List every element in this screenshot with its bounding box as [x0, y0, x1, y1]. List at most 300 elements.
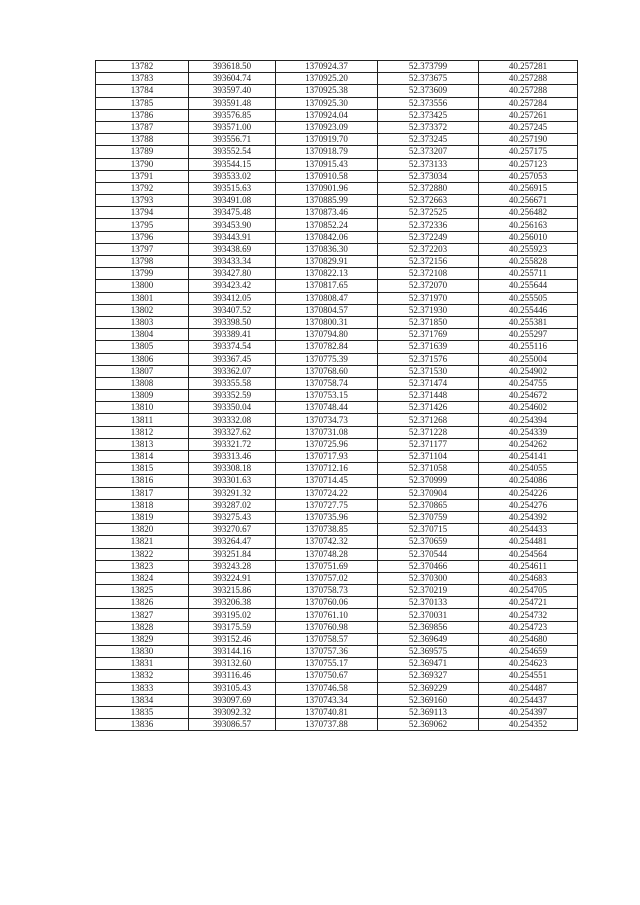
- latitude-cell: 52.369062: [378, 719, 479, 731]
- table-row: [96, 414, 578, 426]
- easting-cell: 393195.02: [189, 609, 276, 621]
- longitude-cell: 40.254433: [479, 524, 578, 536]
- point-id-cell: 13799: [96, 268, 189, 280]
- point-id-cell: 13797: [96, 243, 189, 255]
- easting-cell: 393264.47: [189, 536, 276, 548]
- longitude-cell: 40.255004: [479, 353, 578, 365]
- point-id-cell: 13817: [96, 487, 189, 499]
- latitude-cell: 52.373034: [378, 170, 479, 182]
- point-id-cell: 13829: [96, 633, 189, 645]
- point-id-cell: 13826: [96, 597, 189, 609]
- latitude-cell: 52.373245: [378, 134, 479, 146]
- northing-cell: 1370924.37: [276, 61, 378, 73]
- table-row: [96, 231, 578, 243]
- point-id-cell: 13828: [96, 621, 189, 633]
- point-id-cell: 13809: [96, 390, 189, 402]
- longitude-cell: 40.254659: [479, 646, 578, 658]
- point-id-cell: 13813: [96, 438, 189, 450]
- northing-cell: 1370925.38: [276, 85, 378, 97]
- point-id-cell: 13807: [96, 365, 189, 377]
- northing-cell: 1370761.10: [276, 609, 378, 621]
- point-id-cell: 13800: [96, 280, 189, 292]
- latitude-cell: 52.371850: [378, 316, 479, 328]
- table-row: [96, 158, 578, 170]
- latitude-cell: 52.369471: [378, 658, 479, 670]
- point-id-cell: 13830: [96, 646, 189, 658]
- northing-cell: 1370735.96: [276, 511, 378, 523]
- table-row: [96, 585, 578, 597]
- longitude-cell: 40.257261: [479, 109, 578, 121]
- longitude-cell: 40.254705: [479, 585, 578, 597]
- table-row: [96, 341, 578, 353]
- easting-cell: 393287.02: [189, 499, 276, 511]
- point-id-cell: 13803: [96, 316, 189, 328]
- latitude-cell: 52.369575: [378, 646, 479, 658]
- longitude-cell: 40.254723: [479, 621, 578, 633]
- point-id-cell: 13824: [96, 572, 189, 584]
- point-id-cell: 13801: [96, 292, 189, 304]
- easting-cell: 393374.54: [189, 341, 276, 353]
- northing-cell: 1370746.58: [276, 682, 378, 694]
- longitude-cell: 40.256482: [479, 207, 578, 219]
- table-row: [96, 207, 578, 219]
- latitude-cell: 52.370133: [378, 597, 479, 609]
- longitude-cell: 40.255297: [479, 329, 578, 341]
- table-row: [96, 134, 578, 146]
- table-row: [96, 694, 578, 706]
- longitude-cell: 40.254276: [479, 499, 578, 511]
- easting-cell: 393097.69: [189, 694, 276, 706]
- point-id-cell: 13836: [96, 719, 189, 731]
- point-id-cell: 13784: [96, 85, 189, 97]
- easting-cell: 393321.72: [189, 438, 276, 450]
- longitude-cell: 40.254611: [479, 560, 578, 572]
- point-id-cell: 13804: [96, 329, 189, 341]
- northing-cell: 1370885.99: [276, 195, 378, 207]
- latitude-cell: 52.371970: [378, 292, 479, 304]
- latitude-cell: 52.372156: [378, 256, 479, 268]
- point-id-cell: 13831: [96, 658, 189, 670]
- point-id-cell: 13812: [96, 426, 189, 438]
- longitude-cell: 40.257053: [479, 170, 578, 182]
- northing-cell: 1370910.58: [276, 170, 378, 182]
- table-row: [96, 256, 578, 268]
- easting-cell: 393438.69: [189, 243, 276, 255]
- point-id-cell: 13794: [96, 207, 189, 219]
- latitude-cell: 52.373425: [378, 109, 479, 121]
- table-row: [96, 621, 578, 633]
- easting-cell: 393251.84: [189, 548, 276, 560]
- northing-cell: 1370748.28: [276, 548, 378, 560]
- northing-cell: 1370794.80: [276, 329, 378, 341]
- longitude-cell: 40.255446: [479, 304, 578, 316]
- latitude-cell: 52.370904: [378, 487, 479, 499]
- northing-cell: 1370842.06: [276, 231, 378, 243]
- easting-cell: 393556.71: [189, 134, 276, 146]
- northing-cell: 1370924.04: [276, 109, 378, 121]
- latitude-cell: 52.372070: [378, 280, 479, 292]
- easting-cell: 393533.02: [189, 170, 276, 182]
- point-id-cell: 13810: [96, 402, 189, 414]
- northing-cell: 1370822.13: [276, 268, 378, 280]
- table-row: [96, 195, 578, 207]
- longitude-cell: 40.254602: [479, 402, 578, 414]
- latitude-cell: 52.373675: [378, 73, 479, 85]
- longitude-cell: 40.254086: [479, 475, 578, 487]
- table-row: [96, 121, 578, 133]
- northing-cell: 1370734.73: [276, 414, 378, 426]
- point-id-cell: 13806: [96, 353, 189, 365]
- table-row: [96, 633, 578, 645]
- easting-cell: 393475.48: [189, 207, 276, 219]
- longitude-cell: 40.256163: [479, 219, 578, 231]
- northing-cell: 1370760.98: [276, 621, 378, 633]
- table-row: [96, 487, 578, 499]
- point-id-cell: 13814: [96, 451, 189, 463]
- longitude-cell: 40.257288: [479, 73, 578, 85]
- longitude-cell: 40.256915: [479, 182, 578, 194]
- table-row: [96, 524, 578, 536]
- easting-cell: 393491.08: [189, 195, 276, 207]
- easting-cell: 393350.04: [189, 402, 276, 414]
- northing-cell: 1370757.02: [276, 572, 378, 584]
- easting-cell: 393407.52: [189, 304, 276, 316]
- latitude-cell: 52.371426: [378, 402, 479, 414]
- latitude-cell: 52.371228: [378, 426, 479, 438]
- point-id-cell: 13822: [96, 548, 189, 560]
- latitude-cell: 52.370865: [378, 499, 479, 511]
- northing-cell: 1370717.93: [276, 451, 378, 463]
- easting-cell: 393604.74: [189, 73, 276, 85]
- longitude-cell: 40.254262: [479, 438, 578, 450]
- table-row: [96, 377, 578, 389]
- longitude-cell: 40.254226: [479, 487, 578, 499]
- table-row: [96, 268, 578, 280]
- point-id-cell: 13818: [96, 499, 189, 511]
- point-id-cell: 13783: [96, 73, 189, 85]
- table-row: [96, 560, 578, 572]
- point-id-cell: 13805: [96, 341, 189, 353]
- latitude-cell: 52.371530: [378, 365, 479, 377]
- easting-cell: 393105.43: [189, 682, 276, 694]
- easting-cell: 393412.05: [189, 292, 276, 304]
- point-id-cell: 13816: [96, 475, 189, 487]
- latitude-cell: 52.370715: [378, 524, 479, 536]
- easting-cell: 393571.00: [189, 121, 276, 133]
- table-row: [96, 243, 578, 255]
- northing-cell: 1370742.32: [276, 536, 378, 548]
- table-row: [96, 365, 578, 377]
- easting-cell: 393389.41: [189, 329, 276, 341]
- easting-cell: 393175.59: [189, 621, 276, 633]
- longitude-cell: 40.254721: [479, 597, 578, 609]
- point-id-cell: 13782: [96, 61, 189, 73]
- longitude-cell: 40.256671: [479, 195, 578, 207]
- northing-cell: 1370901.96: [276, 182, 378, 194]
- latitude-cell: 52.370544: [378, 548, 479, 560]
- northing-cell: 1370829.91: [276, 256, 378, 268]
- easting-cell: 393152.46: [189, 633, 276, 645]
- longitude-cell: 40.255644: [479, 280, 578, 292]
- northing-cell: 1370768.60: [276, 365, 378, 377]
- northing-cell: 1370743.34: [276, 694, 378, 706]
- easting-cell: 393215.86: [189, 585, 276, 597]
- northing-cell: 1370727.75: [276, 499, 378, 511]
- longitude-cell: 40.257281: [479, 61, 578, 73]
- northing-cell: 1370923.09: [276, 121, 378, 133]
- longitude-cell: 40.254623: [479, 658, 578, 670]
- northing-cell: 1370925.30: [276, 97, 378, 109]
- table-row: [96, 682, 578, 694]
- longitude-cell: 40.254055: [479, 463, 578, 475]
- latitude-cell: 52.371930: [378, 304, 479, 316]
- point-id-cell: 13798: [96, 256, 189, 268]
- latitude-cell: 52.372880: [378, 182, 479, 194]
- easting-cell: 393367.45: [189, 353, 276, 365]
- easting-cell: 393423.42: [189, 280, 276, 292]
- easting-cell: 393132.60: [189, 658, 276, 670]
- northing-cell: 1370748.44: [276, 402, 378, 414]
- longitude-cell: 40.254672: [479, 390, 578, 402]
- latitude-cell: 52.373609: [378, 85, 479, 97]
- latitude-cell: 52.370031: [378, 609, 479, 621]
- longitude-cell: 40.255116: [479, 341, 578, 353]
- table-row: [96, 329, 578, 341]
- longitude-cell: 40.254551: [479, 670, 578, 682]
- latitude-cell: 52.371474: [378, 377, 479, 389]
- easting-cell: 393116.46: [189, 670, 276, 682]
- northing-cell: 1370712.16: [276, 463, 378, 475]
- easting-cell: 393301.63: [189, 475, 276, 487]
- longitude-cell: 40.255711: [479, 268, 578, 280]
- easting-cell: 393206.38: [189, 597, 276, 609]
- latitude-cell: 52.369160: [378, 694, 479, 706]
- table-row: [96, 316, 578, 328]
- point-id-cell: 13792: [96, 182, 189, 194]
- northing-cell: 1370755.17: [276, 658, 378, 670]
- table-row: [96, 572, 578, 584]
- table-row: [96, 609, 578, 621]
- longitude-cell: 40.254902: [479, 365, 578, 377]
- easting-cell: 393092.32: [189, 706, 276, 718]
- northing-cell: 1370852.24: [276, 219, 378, 231]
- easting-cell: 393332.08: [189, 414, 276, 426]
- latitude-cell: 52.370466: [378, 560, 479, 572]
- northing-cell: 1370714.45: [276, 475, 378, 487]
- easting-cell: 393308.18: [189, 463, 276, 475]
- latitude-cell: 52.371104: [378, 451, 479, 463]
- northing-cell: 1370925.20: [276, 73, 378, 85]
- point-id-cell: 13786: [96, 109, 189, 121]
- longitude-cell: 40.254397: [479, 706, 578, 718]
- easting-cell: 393355.58: [189, 377, 276, 389]
- easting-cell: 393544.15: [189, 158, 276, 170]
- table-row: [96, 438, 578, 450]
- northing-cell: 1370725.96: [276, 438, 378, 450]
- northing-cell: 1370731.08: [276, 426, 378, 438]
- point-id-cell: 13834: [96, 694, 189, 706]
- northing-cell: 1370804.57: [276, 304, 378, 316]
- latitude-cell: 52.373207: [378, 146, 479, 158]
- longitude-cell: 40.254437: [479, 694, 578, 706]
- longitude-cell: 40.254352: [479, 719, 578, 731]
- table-row: [96, 658, 578, 670]
- point-id-cell: 13787: [96, 121, 189, 133]
- point-id-cell: 13827: [96, 609, 189, 621]
- coordinates-table: [95, 60, 578, 731]
- table-row: [96, 706, 578, 718]
- northing-cell: 1370750.67: [276, 670, 378, 682]
- table-row: [96, 390, 578, 402]
- latitude-cell: 52.370300: [378, 572, 479, 584]
- longitude-cell: 40.255505: [479, 292, 578, 304]
- easting-cell: 393591.48: [189, 97, 276, 109]
- longitude-cell: 40.255381: [479, 316, 578, 328]
- latitude-cell: 52.373133: [378, 158, 479, 170]
- longitude-cell: 40.257190: [479, 134, 578, 146]
- easting-cell: 393433.34: [189, 256, 276, 268]
- table-row: [96, 451, 578, 463]
- table-row: [96, 146, 578, 158]
- latitude-cell: 52.369229: [378, 682, 479, 694]
- point-id-cell: 13835: [96, 706, 189, 718]
- table-row: [96, 670, 578, 682]
- northing-cell: 1370738.85: [276, 524, 378, 536]
- easting-cell: 393453.90: [189, 219, 276, 231]
- point-id-cell: 13790: [96, 158, 189, 170]
- northing-cell: 1370800.31: [276, 316, 378, 328]
- northing-cell: 1370915.43: [276, 158, 378, 170]
- table-row: [96, 719, 578, 731]
- easting-cell: 393243.28: [189, 560, 276, 572]
- longitude-cell: 40.254394: [479, 414, 578, 426]
- point-id-cell: 13821: [96, 536, 189, 548]
- latitude-cell: 52.371576: [378, 353, 479, 365]
- easting-cell: 393362.07: [189, 365, 276, 377]
- point-id-cell: 13819: [96, 511, 189, 523]
- latitude-cell: 52.371268: [378, 414, 479, 426]
- longitude-cell: 40.254487: [479, 682, 578, 694]
- latitude-cell: 52.372663: [378, 195, 479, 207]
- easting-cell: 393398.50: [189, 316, 276, 328]
- longitude-cell: 40.257288: [479, 85, 578, 97]
- latitude-cell: 52.371448: [378, 390, 479, 402]
- northing-cell: 1370758.74: [276, 377, 378, 389]
- northing-cell: 1370775.39: [276, 353, 378, 365]
- table-row: [96, 109, 578, 121]
- point-id-cell: 13808: [96, 377, 189, 389]
- northing-cell: 1370751.69: [276, 560, 378, 572]
- table-row: [96, 280, 578, 292]
- easting-cell: 393443.91: [189, 231, 276, 243]
- longitude-cell: 40.256010: [479, 231, 578, 243]
- point-id-cell: 13832: [96, 670, 189, 682]
- longitude-cell: 40.254564: [479, 548, 578, 560]
- point-id-cell: 13823: [96, 560, 189, 572]
- northing-cell: 1370724.22: [276, 487, 378, 499]
- northing-cell: 1370919.70: [276, 134, 378, 146]
- latitude-cell: 52.370759: [378, 511, 479, 523]
- longitude-cell: 40.254683: [479, 572, 578, 584]
- latitude-cell: 52.369327: [378, 670, 479, 682]
- easting-cell: 393618.50: [189, 61, 276, 73]
- northing-cell: 1370782.84: [276, 341, 378, 353]
- table-row: [96, 463, 578, 475]
- table-row: [96, 597, 578, 609]
- latitude-cell: 52.370659: [378, 536, 479, 548]
- table-row: [96, 85, 578, 97]
- longitude-cell: 40.257245: [479, 121, 578, 133]
- easting-cell: 393515.63: [189, 182, 276, 194]
- table-row: [96, 292, 578, 304]
- easting-cell: 393291.32: [189, 487, 276, 499]
- longitude-cell: 40.254732: [479, 609, 578, 621]
- longitude-cell: 40.257123: [479, 158, 578, 170]
- longitude-cell: 40.257284: [479, 97, 578, 109]
- longitude-cell: 40.254141: [479, 451, 578, 463]
- easting-cell: 393224.91: [189, 572, 276, 584]
- longitude-cell: 40.257175: [479, 146, 578, 158]
- table-row: [96, 170, 578, 182]
- northing-cell: 1370758.57: [276, 633, 378, 645]
- point-id-cell: 13802: [96, 304, 189, 316]
- latitude-cell: 52.372203: [378, 243, 479, 255]
- table-row: [96, 426, 578, 438]
- coordinates-table-body: [96, 61, 578, 731]
- table-row: [96, 61, 578, 73]
- table-row: [96, 536, 578, 548]
- table-row: [96, 475, 578, 487]
- latitude-cell: 52.373372: [378, 121, 479, 133]
- longitude-cell: 40.255828: [479, 256, 578, 268]
- latitude-cell: 52.371639: [378, 341, 479, 353]
- point-id-cell: 13820: [96, 524, 189, 536]
- easting-cell: 393597.40: [189, 85, 276, 97]
- longitude-cell: 40.254755: [479, 377, 578, 389]
- latitude-cell: 52.372249: [378, 231, 479, 243]
- latitude-cell: 52.372336: [378, 219, 479, 231]
- latitude-cell: 52.369649: [378, 633, 479, 645]
- easting-cell: 393327.62: [189, 426, 276, 438]
- easting-cell: 393427.80: [189, 268, 276, 280]
- easting-cell: 393086.57: [189, 719, 276, 731]
- point-id-cell: 13789: [96, 146, 189, 158]
- table-row: [96, 304, 578, 316]
- easting-cell: 393352.59: [189, 390, 276, 402]
- table-row: [96, 182, 578, 194]
- point-id-cell: 13788: [96, 134, 189, 146]
- latitude-cell: 52.373556: [378, 97, 479, 109]
- northing-cell: 1370873.46: [276, 207, 378, 219]
- easting-cell: 393313.46: [189, 451, 276, 463]
- latitude-cell: 52.370219: [378, 585, 479, 597]
- latitude-cell: 52.369856: [378, 621, 479, 633]
- northing-cell: 1370758.73: [276, 585, 378, 597]
- longitude-cell: 40.255923: [479, 243, 578, 255]
- point-id-cell: 13815: [96, 463, 189, 475]
- point-id-cell: 13825: [96, 585, 189, 597]
- longitude-cell: 40.254339: [479, 426, 578, 438]
- northing-cell: 1370740.81: [276, 706, 378, 718]
- table-row: [96, 353, 578, 365]
- easting-cell: 393576.85: [189, 109, 276, 121]
- easting-cell: 393270.67: [189, 524, 276, 536]
- longitude-cell: 40.254680: [479, 633, 578, 645]
- point-id-cell: 13795: [96, 219, 189, 231]
- table-row: [96, 499, 578, 511]
- easting-cell: 393552.54: [189, 146, 276, 158]
- northing-cell: 1370836.30: [276, 243, 378, 255]
